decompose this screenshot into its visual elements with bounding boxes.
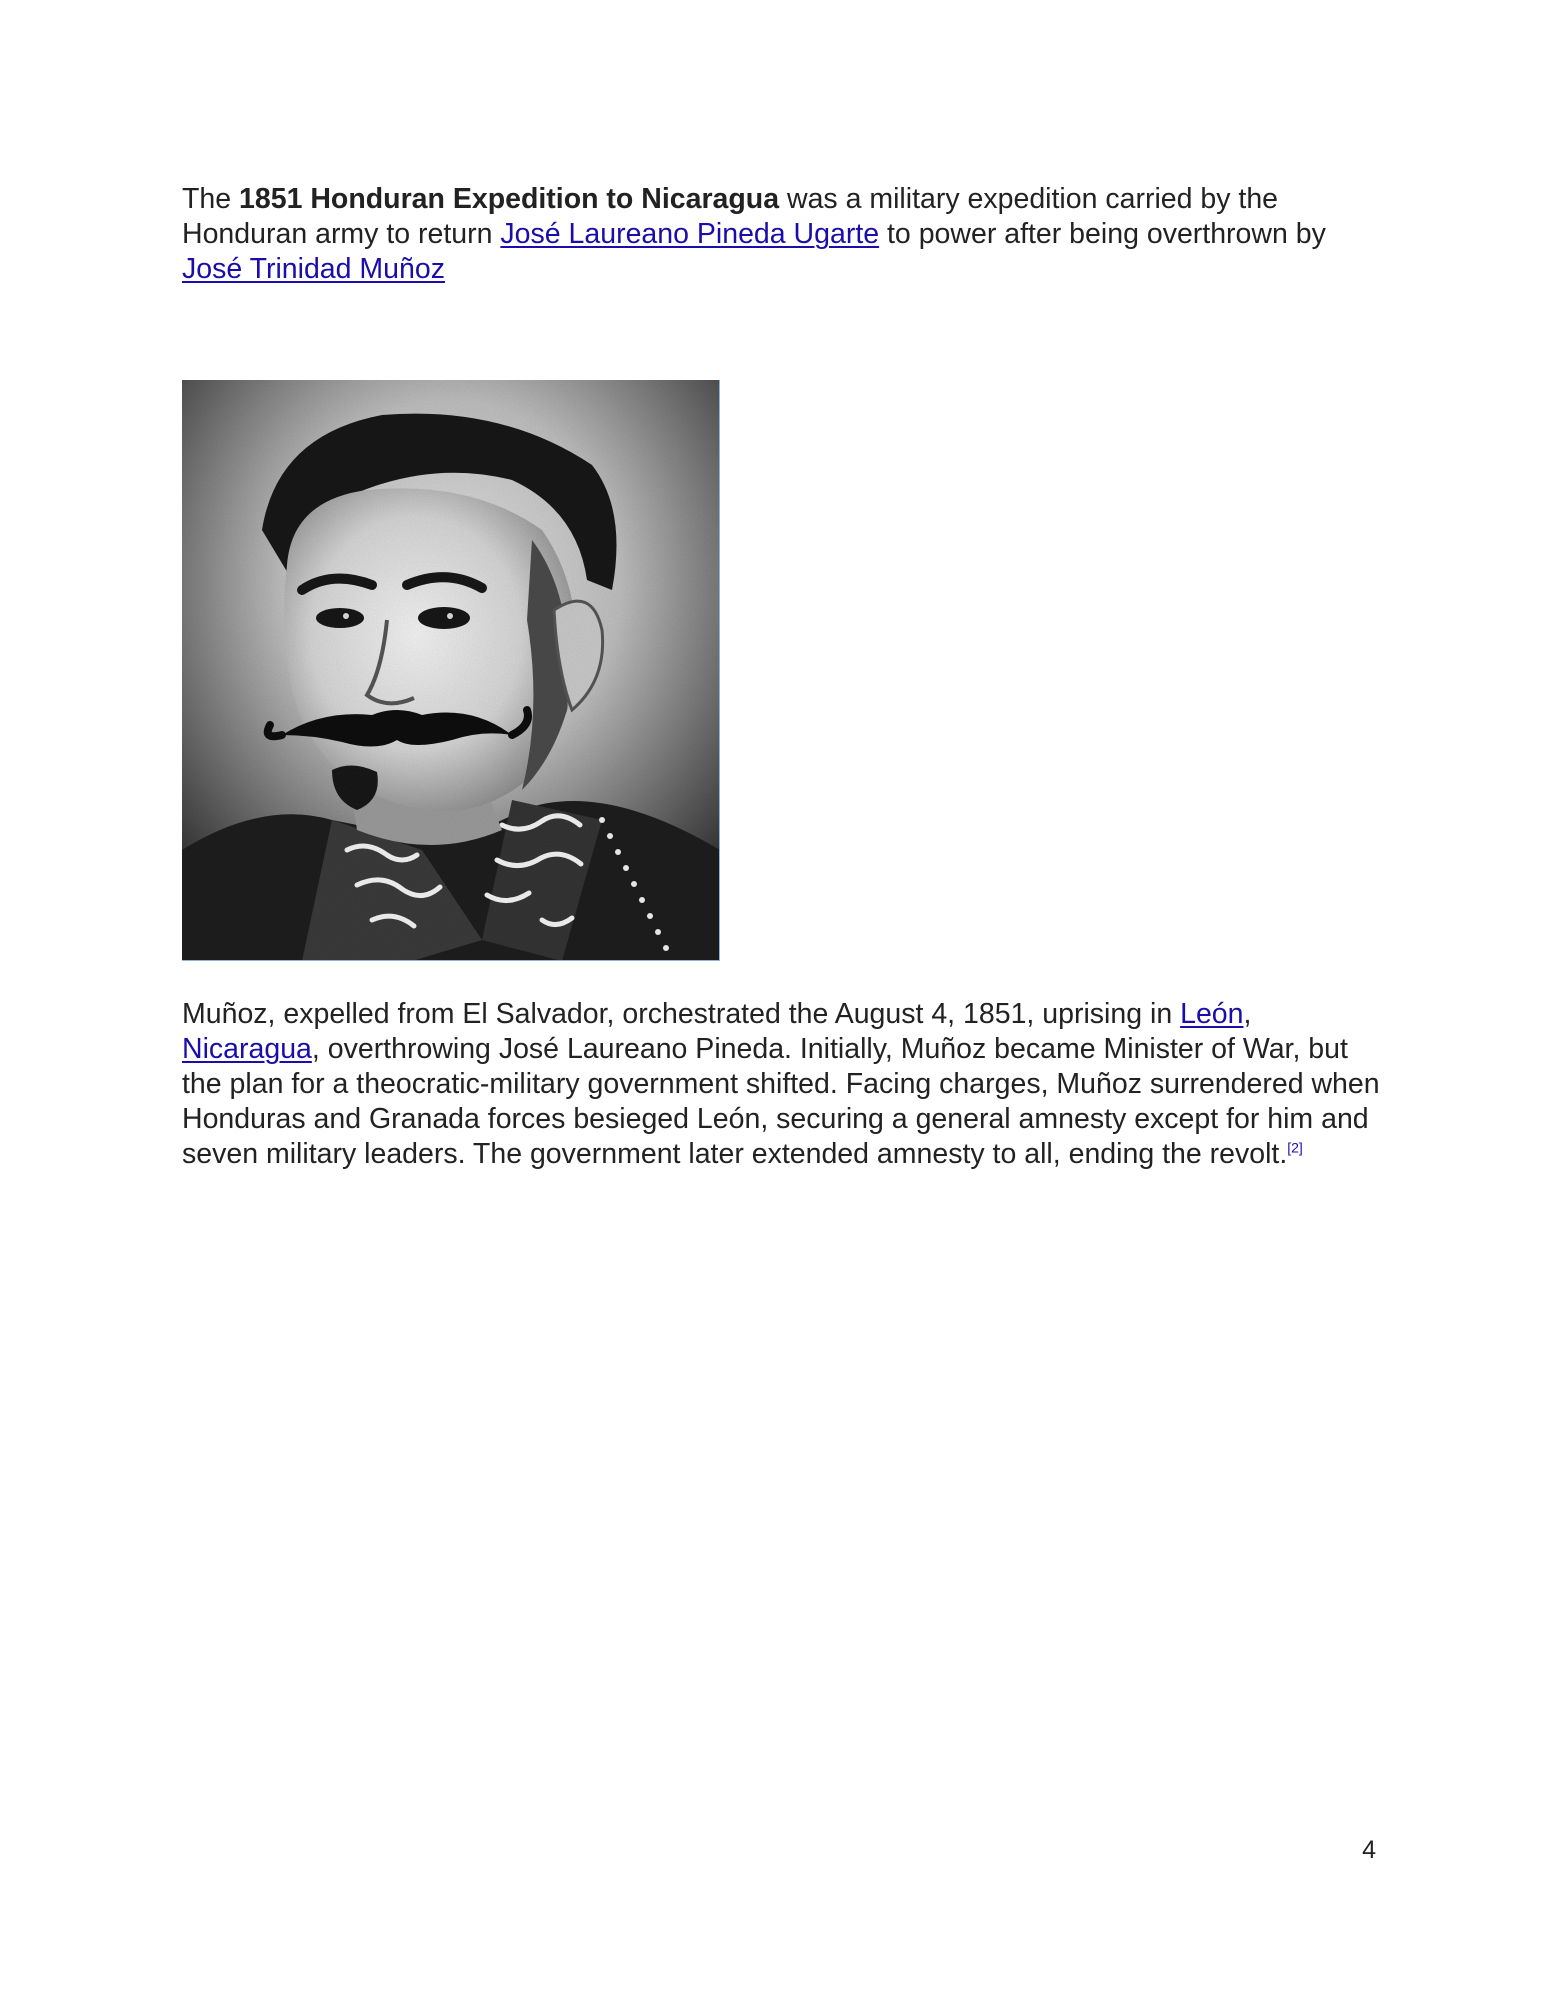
body-text-2: , overthrowing José Laureano Pineda. Initially, Muñoz became Minister of War, but the plan for a theocratic-military government shifted. Facing charges, Muñoz surrendered when Honduras and Granada forces besieged León, securing a general amnesty except for him and seven military leaders. The government later extended amnesty to all, ending the revolt. [182,1033,1380,1170]
intro-paragraph [182,182,1362,287]
body-separator: , [1243,998,1252,1030]
link-jose-trinidad-munoz[interactable]: José Trinidad Muñoz [182,253,445,285]
page-number: 4 [1362,1836,1376,1864]
portrait-illustration [182,380,720,961]
link-nicaragua[interactable]: Nicaragua [182,1033,312,1065]
intro-text-2: to power after being overthrown by [879,218,1326,250]
link-jose-laureano-pineda-ugarte[interactable]: José Laureano Pineda Ugarte [500,218,880,250]
citation-link[interactable]: [2] [1287,1139,1303,1156]
body-paragraph [182,997,1382,1172]
article-title: 1851 Honduran Expedition to Nicaragua [239,183,780,215]
body-text-1: Muñoz, expelled from El Salvador, orchestrated the August 4, 1851, uprising in [182,998,1181,1030]
portrait-image [182,380,720,961]
intro-text-1: was a military expedition carried by the Honduran army to return [182,183,1279,250]
citation-superscript [1287,1140,1303,1156]
link-leon[interactable]: León [1180,998,1244,1030]
intro-lead: The [182,183,240,215]
